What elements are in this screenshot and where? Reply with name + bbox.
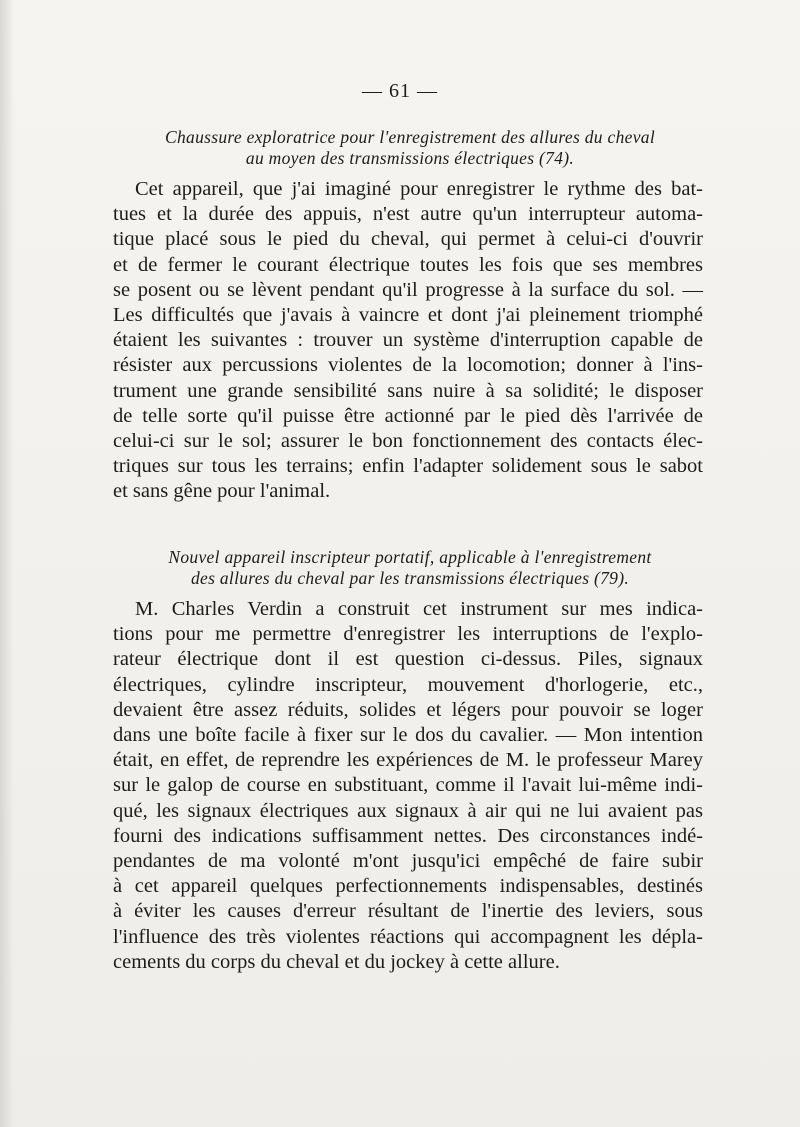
text-line: fourni des indications suffisamment nettes. Des circonstances indé- (113, 824, 703, 847)
section-heading-chaussure (100, 127, 720, 169)
page-number: — 61 — (362, 80, 438, 102)
text-line: et sans gêne pour l'animal. (113, 480, 331, 503)
text-line: Les difficultés que j'avais à vaincre et dont j'ai pleinement triomphé (113, 304, 703, 327)
text-line: M. Charles Verdin a construit cet instrument sur mes indica- (135, 598, 703, 620)
text-line: électriques, cylindre inscripteur, mouvement d'horlogerie, etc., (113, 673, 703, 696)
text-line: qué, les signaux électriques aux signaux à air qui ne lui avaient pas (113, 799, 703, 822)
heading-line: au moyen des transmissions électriques (74). (245, 148, 575, 168)
text-line: pendantes de ma volonté m'ont jusqu'ici empêché de faire subir (113, 850, 703, 873)
section-heading-appareil-inscripteur (100, 547, 720, 589)
text-line: devaient être assez réduits, solides et légers pour pouvoir se loger (113, 698, 703, 721)
heading-line: Nouvel appareil inscripteur portatif, applicable à l'enregistrement (168, 547, 652, 567)
text-line: étaient les suivantes : trouver un système d'interruption capable de (113, 329, 703, 352)
text-line: résister aux percussions violentes de la locomotion; donner à l'ins- (113, 354, 703, 377)
text-line: dans une boîte facile à fixer sur le dos du cavalier. — Mon intention (113, 724, 703, 747)
text-line: sur le galop de course en substituant, comme il l'avait lui-même indi- (113, 774, 703, 797)
paragraph-appareil-inscripteur (113, 597, 703, 975)
text-line: et de fermer le courant électrique toutes les fois que ses membres (113, 253, 703, 276)
text-line: cements du corps du cheval et du jockey à cette allure. (113, 950, 560, 973)
text-line: tions pour me permettre d'enregistrer les interruptions de l'explo- (113, 623, 703, 646)
text-line: trument une grande sensibilité sans nuire à sa solidité; le disposer (113, 379, 703, 402)
text-line: celui-ci sur le sol; assurer le bon fonctionnement des contacts élec- (113, 430, 703, 453)
text-line: tique placé sous le pied du cheval, qui permet à celui-ci d'ouvrir (113, 228, 703, 251)
text-line: à cet appareil quelques perfectionnements indispensables, destinés (113, 875, 703, 898)
text-line: de telle sorte qu'il puisse être actionné par le pied dès l'arrivée de (113, 404, 703, 427)
text-line: se posent ou se lèvent pendant qu'il progresse à la surface du sol. — (113, 278, 703, 301)
text-line: rateur électrique dont il est question ci-dessus. Piles, signaux (113, 648, 703, 671)
paragraph-chaussure (113, 177, 703, 505)
text-line: était, en effet, de reprendre les expériences de M. le professeur Marey (113, 749, 703, 772)
heading-line: des allures du cheval par les transmissions électriques (79). (190, 568, 630, 588)
heading-line: Chaussure exploratrice pour l'enregistrement des allures du cheval (165, 127, 655, 147)
text-line: tues et la durée des appuis, n'est autre qu'un interrupteur automa- (113, 203, 703, 226)
text-line: à éviter les causes d'erreur résultant de l'inertie des leviers, sous (113, 900, 703, 923)
page-gutter-shadow (0, 0, 14, 1127)
text-line: triques sur tous les terrains; enfin l'adapter solidement sous le sabot (113, 455, 703, 478)
text-line: l'influence des très violentes réactions qui accompagnent les dépla- (113, 925, 703, 948)
text-line: Cet appareil, que j'ai imaginé pour enregistrer le rythme des bat- (135, 178, 703, 200)
